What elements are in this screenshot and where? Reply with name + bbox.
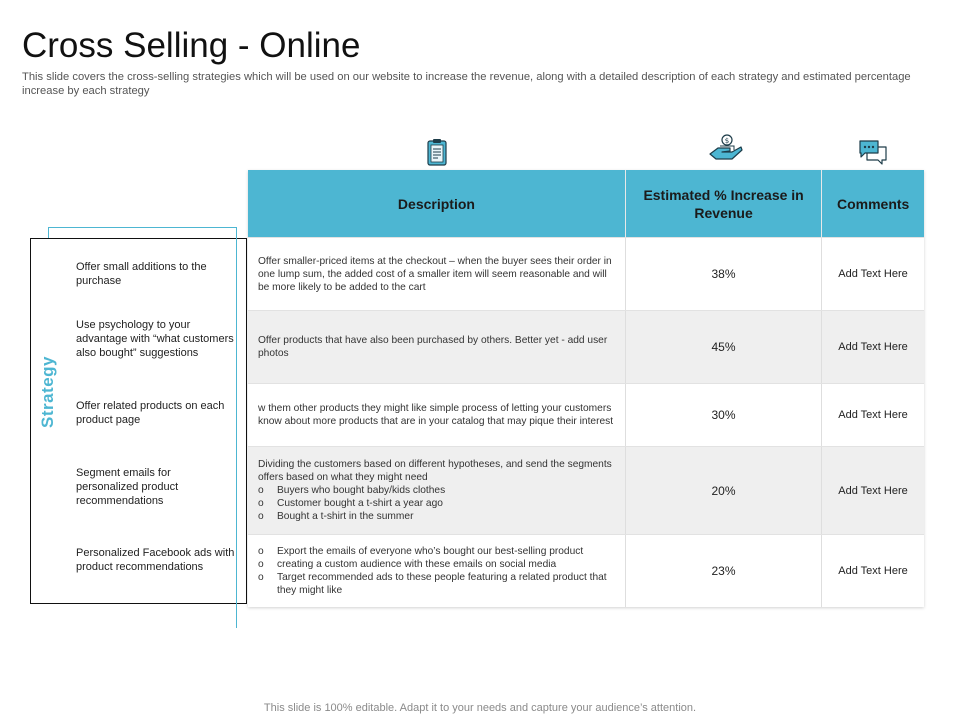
comment-cell[interactable]: Add Text Here (838, 484, 908, 497)
description-content (258, 458, 615, 523)
money-hand-icon (708, 134, 744, 164)
description-cell (248, 311, 626, 383)
increase-cell: 38% (626, 238, 822, 310)
footer-note: This slide is 100% editable. Adapt it to your needs and capture your audience’s attention. (263, 702, 697, 714)
strategy-table (248, 170, 924, 607)
comment-cell[interactable]: Add Text Here (838, 409, 908, 421)
description-content (258, 334, 615, 360)
description-cell (248, 535, 626, 607)
description-cell (248, 384, 626, 446)
description-bullet: o Bought a t-shirt in the summer (258, 510, 615, 523)
increase-cell: 23% (626, 535, 822, 607)
strategy-item: Personalized Facebook ads with product recommendations (76, 547, 235, 573)
description-bullet: o Export the emails of everyone who’s bought our best-selling product (258, 545, 615, 558)
page-title: Cross Selling - Online (22, 26, 361, 65)
table-body (248, 237, 924, 607)
page-subtitle: This slide covers the cross-selling strategies which will be used on our website to increase the revenue, along with a detailed description of each strategy and estimated percentage increase by each strategy (22, 71, 911, 97)
table-row (248, 383, 924, 446)
description-content (258, 402, 615, 428)
description-cell (248, 238, 626, 310)
description-content (258, 255, 615, 294)
strategy-item: Segment emails for personalized product recommendations (76, 467, 179, 507)
description-content (258, 545, 615, 597)
increase-cell: 45% (626, 311, 822, 383)
description-cell (248, 447, 626, 534)
description-text: Dividing the customers based on different hypotheses, and send the segments offers based on what they might need (258, 459, 612, 483)
description-bullet: o Buyers who bought baby/kids clothes (258, 484, 615, 497)
strategy-bracket-right (236, 227, 237, 628)
clipboard-icon (426, 138, 448, 166)
strategy-item: Offer small additions to the purchase (76, 261, 207, 287)
strategy-bracket-top (48, 227, 236, 228)
table-row (248, 310, 924, 383)
svg-text:$: $ (724, 137, 730, 145)
comment-cell[interactable]: Add Text Here (838, 565, 908, 577)
header-comments: Comments (836, 195, 910, 212)
description-bullets (258, 545, 615, 597)
strategy-item: Use psychology to your advantage with “what customers also bought” suggestions (76, 319, 234, 359)
description-text: Offer products that have also been purchased by others. Better yet - add user photos (258, 335, 608, 359)
increase-cell: 20% (626, 447, 822, 534)
table-header (248, 170, 924, 237)
table-row (248, 534, 924, 607)
comment-cell[interactable]: Add Text Here (838, 341, 908, 353)
header-description: Description (248, 170, 626, 237)
comment-cell[interactable]: Add Text Here (838, 268, 908, 280)
strategy-label: Strategy (38, 355, 57, 429)
description-text: Offer smaller-priced items at the checkout – when the buyer sees their order in one lump sum, the added cost of a smaller item will seem reasonable and will be more likely to be added to the cart (258, 255, 612, 293)
header-estimated-increase: Estimated % Increase in Revenue (626, 170, 822, 237)
description-bullet: o Customer bought a t-shirt a year ago (258, 497, 615, 510)
chat-bubbles-icon (857, 138, 889, 166)
table-row (248, 237, 924, 310)
description-text: w them other products they might like simple process of letting your customers know about more products that are in your catalog that may pique their interest (258, 403, 614, 427)
description-bullets (258, 484, 615, 523)
description-bullet: o creating a custom audience with these emails on social media (258, 558, 615, 571)
increase-cell: 30% (626, 384, 822, 446)
description-bullet: o Target recommended ads to these people featuring a related product that they might like (258, 571, 615, 597)
table-row (248, 446, 924, 534)
strategy-item: Offer related products on each product page (76, 400, 225, 426)
